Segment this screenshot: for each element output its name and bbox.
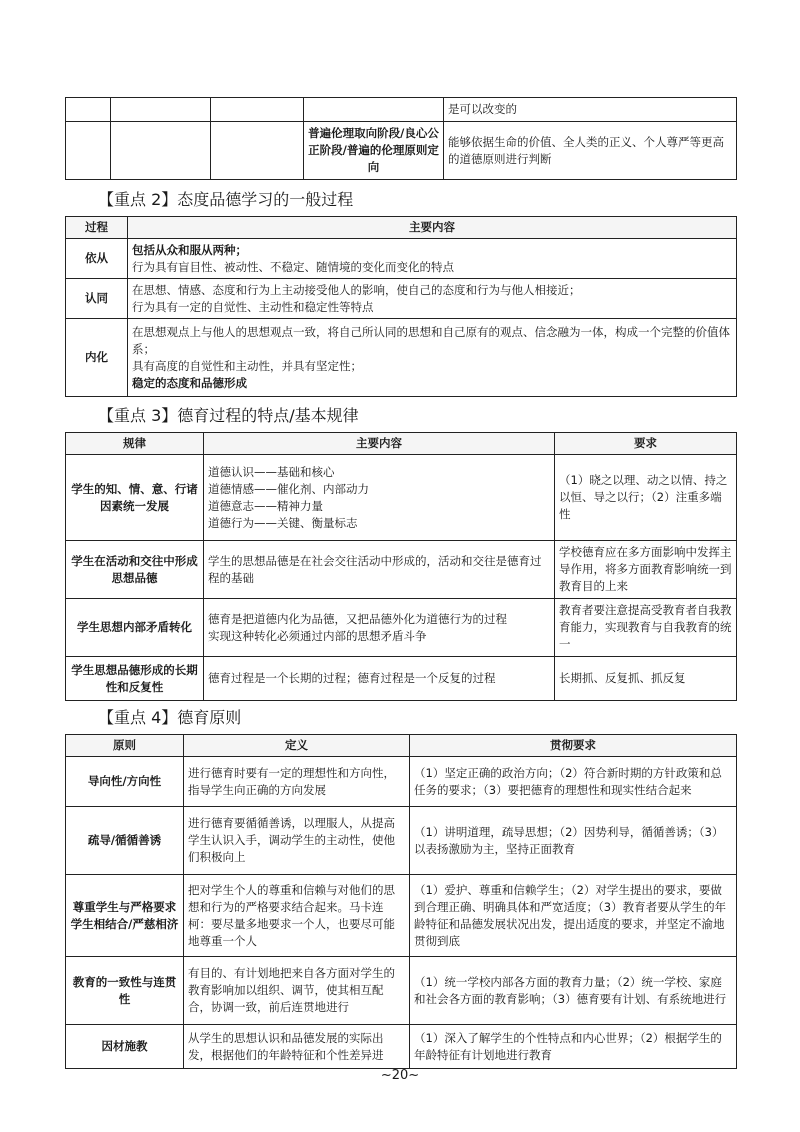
table-cell <box>128 239 737 279</box>
cell-line: 包括从众和服从两种； <box>132 242 247 257</box>
table-cell: 学生的思想品德是在社会交往活动中形成的，活动和交往是德育过程的基础 <box>204 541 555 599</box>
column-header: 要求 <box>555 433 737 455</box>
table-cell: 普遍伦理取向阶段/良心公正阶段/普遍的伦理原则定向 <box>304 122 444 180</box>
column-header: 主要内容 <box>204 433 555 455</box>
table-cell <box>66 98 111 122</box>
column-header: 过程 <box>66 217 128 239</box>
table-cell: 教育者要注意提高受教育者自我教育能力，实现教育与自我教育的统一 <box>555 599 737 657</box>
row-label: 学生的知、情、意、行诸因素统一发展 <box>66 455 204 541</box>
section-title: 【重点 3】德育过程的特点/基本规律 <box>98 406 359 425</box>
attitude-learning-table <box>65 216 737 397</box>
cell-line: 道德意志——精神力量 <box>208 498 323 513</box>
column-header: 原则 <box>66 735 184 757</box>
cell-line: 在思想、情感、态度和行为上主动接受他人的影响，使自己的态度和行为与他人相接近； <box>132 282 581 297</box>
cell-line: 具有高度的自觉性和主动性，并具有坚定性； <box>132 358 362 373</box>
row-label: 疏导/循循善诱 <box>66 807 184 875</box>
row-label: 学生思想品德形成的长期性和反复性 <box>66 657 204 701</box>
stage-table-continuation <box>65 97 737 180</box>
row-label: 尊重学生与严格要求学生相结合/严慈相济 <box>66 875 184 957</box>
table-cell <box>211 98 304 122</box>
moral-process-table <box>65 432 737 701</box>
column-header: 贯彻要求 <box>410 735 737 757</box>
row-label: 依从 <box>66 239 128 279</box>
row-label: 学生思想内部矛盾转化 <box>66 599 204 657</box>
table-cell <box>111 98 211 122</box>
table-cell: （1）讲明道理，疏导思想；（2）因势利导，循循善诱；（3）以表扬激励为主，坚持正面教育 <box>410 807 737 875</box>
section-title: 【重点 2】态度品德学习的一般过程 <box>98 190 354 209</box>
table-cell <box>128 319 737 397</box>
table-cell <box>111 122 211 180</box>
column-header: 主要内容 <box>128 217 737 239</box>
row-label: 学生在活动和交往中形成思想品德 <box>66 541 204 599</box>
table-cell: 长期抓、反复抓、抓反复 <box>555 657 737 701</box>
table-cell: 进行德育时要有一定的理想性和方向性，指导学生向正确的方向发展 <box>184 757 410 807</box>
table-cell: 学校德育应在多方面影响中发挥主导作用，将多方面教育影响统一到教育目的上来 <box>555 541 737 599</box>
cell-line: 道德行为——关键、衡量标志 <box>208 515 358 530</box>
table-cell <box>128 279 737 319</box>
page-number: ~20~ <box>380 1068 420 1083</box>
cell-line: 行为具有一定的自觉性、主动性和稳定性等特点 <box>132 299 374 314</box>
cell-line: 实现这种转化必须通过内部的思想矛盾斗争 <box>208 628 427 643</box>
table-cell: （1）爱护、尊重和信赖学生；（2）对学生提出的要求，要做到合理正确、明确具体和严宽适度；（3）教育者要从学生的年龄特征和品德发展状况出发，提出适度的要求，并坚定不渝地贯彻到底 <box>410 875 737 957</box>
section-title: 【重点 4】德育原则 <box>98 708 242 727</box>
table-cell: 德育过程是一个长期的过程；德育过程是一个反复的过程 <box>204 657 555 701</box>
table-cell: 有目的、有计划地把来自各方面对学生的教育影响加以组织、调节，使其相互配合，协调一致，前后连贯地进行 <box>184 957 410 1025</box>
row-label: 内化 <box>66 319 128 397</box>
table-cell: （1）深入了解学生的个性特点和内心世界；（2）根据学生的年龄特征有计划地进行教育 <box>410 1025 737 1069</box>
table-cell: 从学生的思想认识和品德发展的实际出发，根据他们的年龄特征和个性差异进 <box>184 1025 410 1069</box>
table-cell: 是可以改变的 <box>444 98 737 122</box>
moral-principles-table <box>65 734 737 1069</box>
table-cell <box>204 599 555 657</box>
row-label: 教育的一致性与连贯性 <box>66 957 184 1025</box>
table-cell: 把对学生个人的尊重和信赖与对他们的思想和行为的严格要求结合起来。马卡连柯：要尽量多地要求一个人，也要尽可能地尊重一个人 <box>184 875 410 957</box>
cell-line: 德育是把道德内化为品德，又把品德外化为道德行为的过程 <box>208 611 507 626</box>
row-label: 因材施教 <box>66 1025 184 1069</box>
table-cell <box>204 455 555 541</box>
cell-line: 行为具有盲目性、被动性、不稳定、随情境的变化而变化的特点 <box>132 259 454 274</box>
row-label: 认同 <box>66 279 128 319</box>
table-cell: （1）坚定正确的政治方向；（2）符合新时期的方针政策和总任务的要求；（3）要把德育的理想性和现实性结合起来 <box>410 757 737 807</box>
cell-line: 稳定的态度和品德形成 <box>132 375 247 390</box>
cell-line: 道德情感——催化剂、内部动力 <box>208 481 369 496</box>
table-cell: （1）晓之以理、动之以情、持之以恒、导之以行；（2）注重多端性 <box>555 455 737 541</box>
column-header: 定义 <box>184 735 410 757</box>
table-cell: 进行德育要循循善诱，以理服人，从提高学生认识入手，调动学生的主动性，使他们积极向上 <box>184 807 410 875</box>
column-header: 规律 <box>66 433 204 455</box>
table-cell <box>66 122 111 180</box>
cell-line: 在思想观点上与他人的思想观点一致，将自己所认同的思想和自己原有的观点、信念融为一体，构成一个完整的价值体系； <box>132 324 730 356</box>
table-cell <box>211 122 304 180</box>
table-cell <box>304 98 444 122</box>
row-label: 导向性/方向性 <box>66 757 184 807</box>
table-cell: 能够依据生命的价值、全人类的正义、个人尊严等更高的道德原则进行判断 <box>444 122 737 180</box>
table-cell: （1）统一学校内部各方面的教育力量；（2）统一学校、家庭和社会各方面的教育影响；（3）德育要有计划、有系统地进行 <box>410 957 737 1025</box>
cell-line: 道德认识——基础和核心 <box>208 464 335 479</box>
